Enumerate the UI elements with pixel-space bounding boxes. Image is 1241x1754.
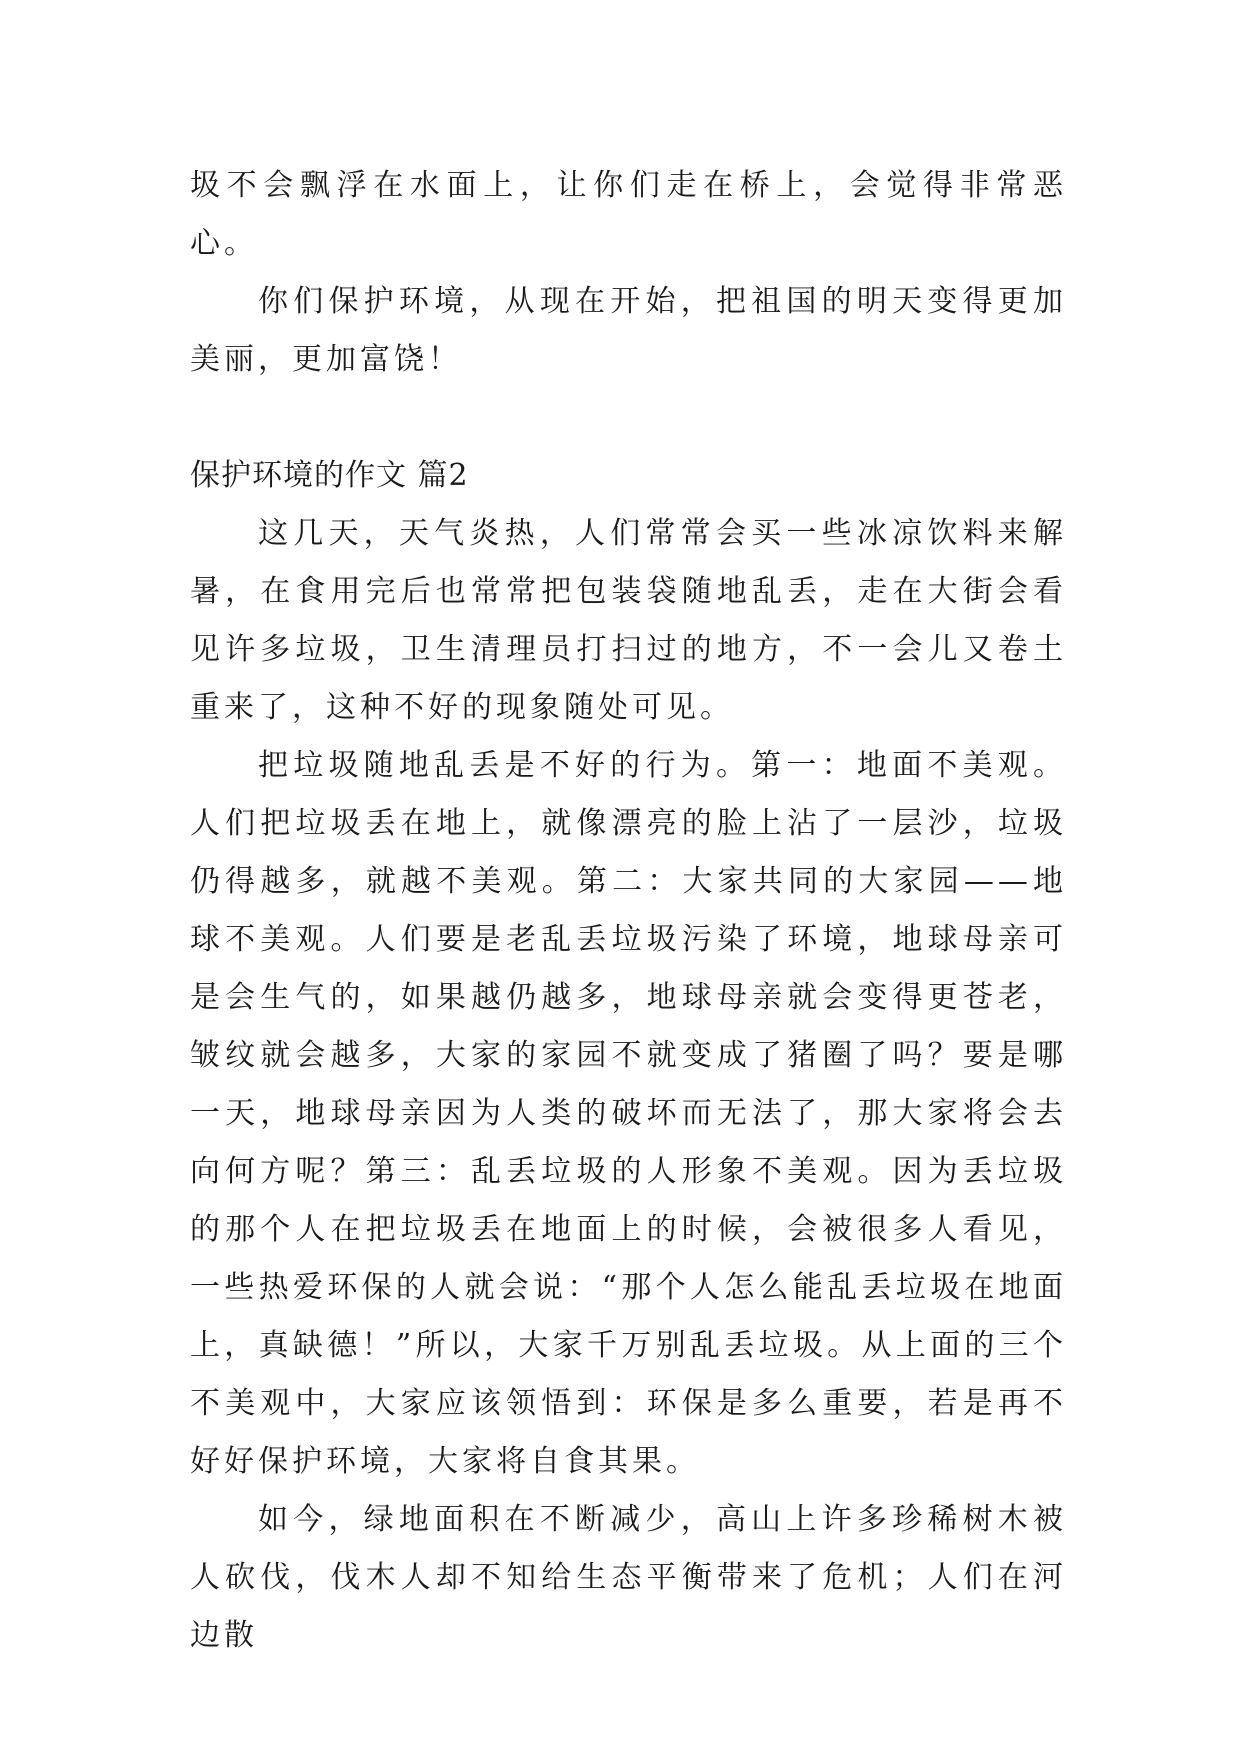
paragraph-continued: 圾不会飘浮在水面上，让你们走在桥上，会觉得非常恶心。 [190,168,1067,261]
paragraph: 把垃圾随地乱丢是不好的行为。第一：地面不美观。人们把垃圾丢在地上，就像漂亮的脸上沾了一层沙，垃圾仍得越多，就越不美观。第二：大家共同的大家园——地球不美观。人们要是老乱丢垃圾污染了环境，地球母亲可是会生气的，如果越仍越多，地球母亲就会变得更苍老，皱纹就会越多，大家的家园不就变成了猪圈了吗？要是哪一天，地球母亲因为人类的破坏而无法了，那大家将会去向何方呢？第三：乱丢垃圾的人形象不美观。因为丢垃圾的那个人在把垃圾丢在地面上的时候，会被很多人看见，一些热爱环保的人就会说：“那个人怎么能乱丢垃圾在地面上，真缺德！”所以，大家千万别乱丢垃圾。从上面的三个不美观中，大家应该领悟到：环保是多么重要，若是再不好好保护环境，大家将自食其果。 [190,748,1067,1479]
section-heading: 保护环境的作文 篇2 [190,458,469,493]
paragraph: 这几天，天气炎热，人们常常会买一些冰凉饮料来解暑，在食用完后也常常把包装袋随地乱丢，走在大街会看见许多垃圾，卫生清理员打扫过的地方，不一会儿又卷土重来了，这种不好的现象随处可见。 [190,516,1067,725]
section-spacer [190,389,1067,447]
body-text [190,157,1067,1665]
paragraph-closing: 你们保护环境，从现在开始，把祖国的明天变得更加美丽，更加富饶！ [190,284,1067,377]
paragraph: 如今，绿地面积在不断减少，高山上许多珍稀树木被人砍伐，伐木人却不知给生态平衡带来了危机；人们在河边散 [190,1502,1067,1653]
